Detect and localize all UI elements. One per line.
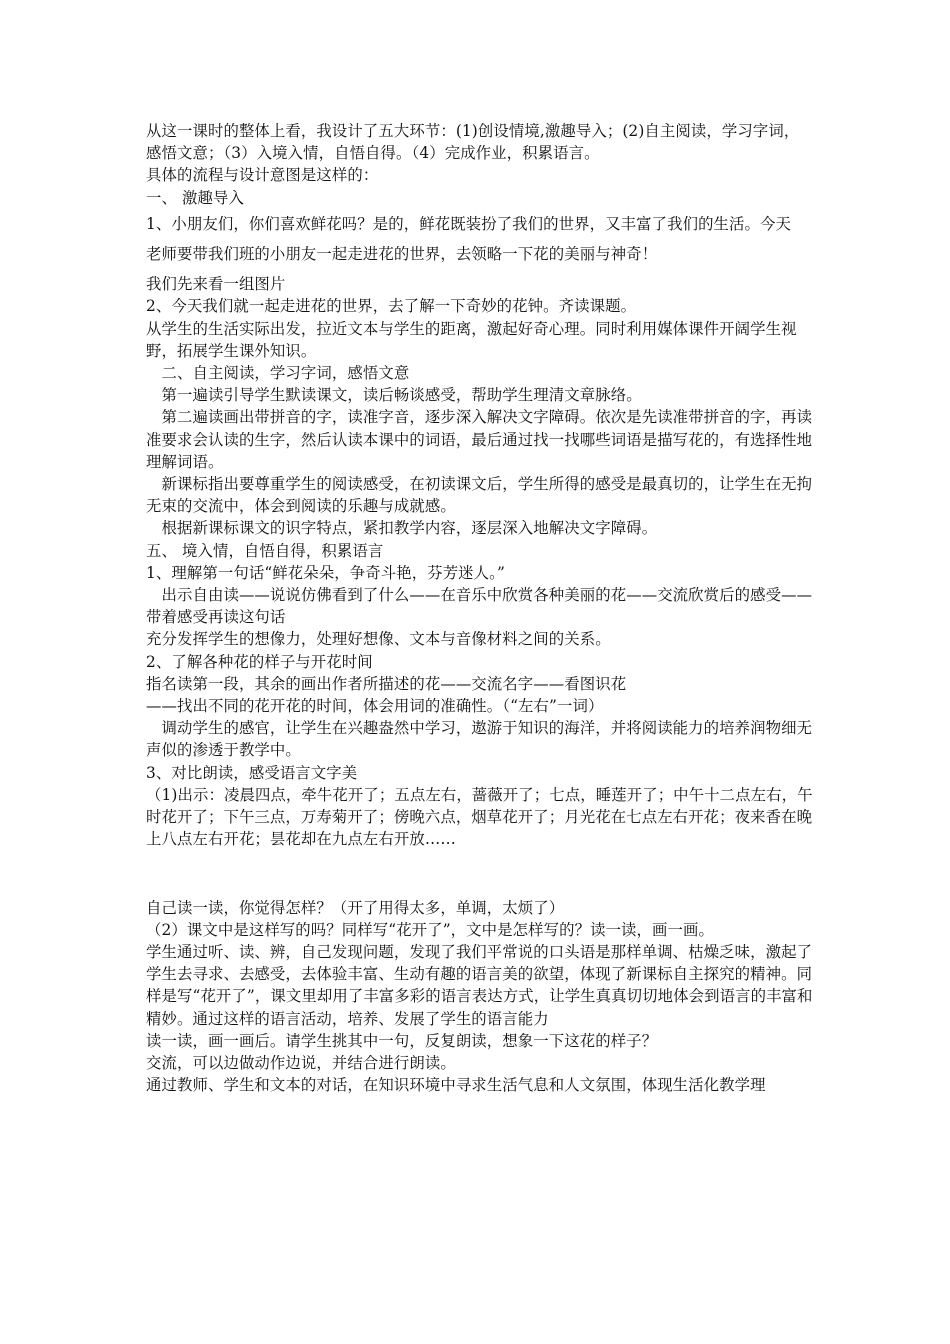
paragraph-sub-2-steps: 指名读第一段，其余的画出作者所描述的花——交流名字——看图识花 [146,674,627,693]
paragraph-sub-1-steps: 出示自由读——说说仿佛看到了什么——在音乐中欣赏各种美丽的花——交流欣赏后的感受——带着感受再读这句话 [146,586,813,627]
paragraph-pictures: 我们先来看一组图片 [146,275,286,294]
paragraph-sub-3-example: （1)出示：凌晨四点，牵牛花开了；五点左右，蔷薇开了；七点，睡莲开了；中午十二点左右，午时花开了；下午三点，万寿菊开了；傍晚六点，烟草花开了；月光花在七点左右开花；夜来香在晚上八点左右开花；昙花却在九点左右开放…… [146,785,813,849]
paragraph-step-1: 1、小朋友们，你们喜欢鲜花吗？是的，鲜花既装扮了我们的世界，又丰富了我们的生活。今天 [146,214,792,233]
paragraph-overview: 从这一课时的整体上看，我设计了五大环节：(1)创设情境,激趣导入；(2)自主阅读，学习字词，感悟文意；（3）入境入情，自悟自得。（4）完成作业，积累语言。 [146,122,800,163]
paragraph-second-reading: 第二遍读画出带拼音的字，读准字音，逐步深入解决文字障碍。依次是先读准带拼音的字，再读准要求会认读的生字，然后认读本课中的词语，最后通过找一找哪些词语是描写花的，有选择性地理解词语。 [146,408,813,471]
paragraph-flow-intro: 具体的流程与设计意图是这样的： [146,166,379,185]
heading-section-2: 二、自主阅读，学习字词，感悟文意 [146,364,410,383]
paragraph-intent-3: 根据新课标课文的识字特点，紧扣教学内容，逐层深入地解决文字障碍。 [146,519,658,538]
paragraph-intent-7: 通过教师、学生和文本的对话，在知识环境中寻求生活气息和人文氛围，体现生活化教学理 [146,1076,766,1095]
paragraph-self-read: 自己读一读，你觉得怎样？（开了用得太多，单调，太烦了） [146,898,565,917]
paragraph-intent-4: 充分发挥学生的想像力，处理好想像、文本与音像材料之间的关系。 [146,630,611,649]
paragraph-sub-3-question: （2）课文中是这样写的吗？同样写“花开了”，文中是怎样写的？读一读，画一画。 [146,920,715,939]
heading-section-1: 一、 激趣导入 [146,188,244,207]
paragraph-sub-2-steps-cont: ——找出不同的花开花的时间，体会用词的准确性。（“左右”一词） [146,697,604,716]
paragraph-step-1-cont: 老师要带我们班的小朋友一起走进花的世界，去领略一下花的美丽与神奇！ [146,245,658,264]
document-body [146,120,814,1096]
paragraph-read-draw: 读一读，画一画后。请学生挑其中一句，反复朗读，想象一下这花的样子？ [146,1031,658,1050]
paragraph-intent-5: 调动学生的感官，让学生在兴趣盎然中学习，遨游于知识的海洋，并将阅读能力的培养润物细无声似的渗透于教学中。 [146,719,813,760]
paragraph-intent-2: 新课标指出要尊重学生的阅读感受，在初读课文后，学生所得的感受是最真切的，让学生在无拘无束的交流中，体会到阅读的乐趣与成就感。 [146,475,813,516]
paragraph-exchange: 交流，可以边做动作边说，并结合进行朗读。 [146,1053,456,1072]
paragraph-sub-3: 3、对比朗读，感受语言文字美 [146,763,358,782]
heading-section-5: 五、 境入情，自悟自得，积累语言 [146,541,384,560]
paragraph-intent-6: 学生通过听、读、辨，自己发现问题，发现了我们平常说的口头语是那样单调、枯燥乏味，激起了学生去寻求、去感受，去体验丰富、生动有趣的语言美的欲望，体现了新课标自主探究的精神。同样是写“花开了”，课文里却用了丰富多彩的语言表达方式，让学生真真切切地体会到语言的丰富和精妙。通过这样的语言活动，培养、发展了学生的语言能力 [146,942,813,1028]
paragraph-sub-2: 2、了解各种花的样子与开花时间 [146,652,373,671]
paragraph-first-reading: 第一遍读引导学生默读课文，读后畅谈感受，帮助学生理清文章脉络。 [146,386,642,405]
paragraph-step-2: 2、今天我们就一起走进花的世界，去了解一下奇妙的花钟。齐读课题。 [146,297,637,316]
paragraph-sub-1: 1、理解第一句话“鲜花朵朵，争奇斗艳，芬芳迷人。” [146,563,505,582]
paragraph-intent-1: 从学生的生活实际出发，拉近文本与学生的距离，激起好奇心理。同时利用媒体课件开阔学生视野，拓展学生课外知识。 [146,319,797,360]
